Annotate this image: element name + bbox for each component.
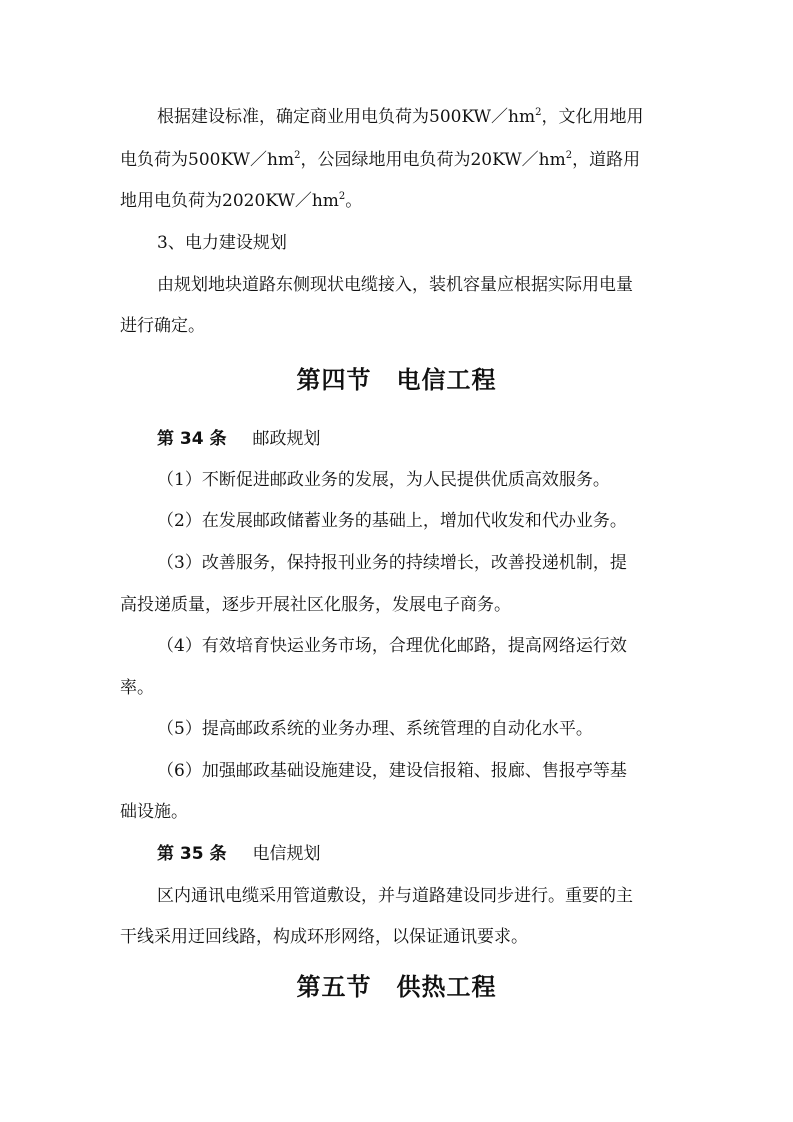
power-paragraph-line-2: 进行确定。 — [120, 316, 205, 336]
power-subheading: 3、电力建设规划 — [157, 233, 287, 253]
article-35-heading — [157, 842, 680, 866]
superscript: 2 — [535, 107, 542, 118]
list-item: （3）改善服务，保持报刊业务的持续增长，改善投递机制，提 — [157, 553, 627, 573]
load-paragraph-line-1 — [157, 105, 680, 129]
load-text: 地用电负荷为2020KW／hm — [120, 191, 339, 211]
superscript: 2 — [565, 150, 573, 161]
list-item: （1）不断促进邮政业务的发展，为人民提供优质高效服务。 — [157, 470, 610, 490]
article-34-heading — [157, 427, 680, 451]
list-item-continuation: 高投递质量，逐步开展社区化服务，发展电子商务。 — [120, 595, 511, 615]
superscript: 2 — [294, 150, 301, 161]
list-item: （4）有效培育快运业务市场，合理优化邮路，提高网络运行效 — [157, 636, 627, 656]
article-35-paragraph-line-1: 区内通讯电缆采用管道敷设，并与道路建设同步进行。重要的主 — [157, 886, 633, 906]
article-34-number: 第 34 条 — [157, 429, 227, 449]
load-text: 。 — [345, 191, 363, 211]
load-text: 电负荷为500KW／hm — [120, 150, 295, 170]
article-35-number: 第 35 条 — [157, 844, 227, 864]
list-item-continuation: 础设施。 — [120, 802, 188, 822]
list-item-continuation: 率。 — [120, 678, 154, 698]
load-paragraph-line-2 — [120, 148, 680, 172]
power-paragraph-line-1: 由规划地块道路东侧现状电缆接入，装机容量应根据实际用电量 — [157, 275, 633, 295]
article-34-title: 邮政规划 — [252, 429, 321, 449]
section-5-title: 第五节 供热工程 — [296, 973, 497, 1001]
article-35-title: 电信规划 — [252, 844, 321, 864]
list-item: （5）提高邮政系统的业务办理、系统管理的自动化水平。 — [157, 719, 593, 739]
article-35-paragraph-line-2: 干线采用迂回线路，构成环形网络，以保证通讯要求。 — [120, 927, 528, 947]
superscript: 2 — [338, 191, 346, 202]
load-text: ，公园绿地用电负荷为20KW／hm — [300, 150, 566, 170]
load-paragraph-line-3 — [120, 189, 680, 213]
section-4-title: 第四节 电信工程 — [296, 366, 497, 394]
list-item: （2）在发展邮政储蓄业务的基础上，增加代收发和代办业务。 — [157, 511, 627, 531]
load-text: ，道路用 — [572, 150, 641, 170]
load-text: 根据建设标准，确定商业用电负荷为500KW／hm — [157, 107, 536, 127]
list-item: （6）加强邮政基础设施建设，建设信报箱、报廊、售报亭等基 — [157, 761, 627, 781]
load-text: ，文化用地用 — [541, 107, 644, 127]
